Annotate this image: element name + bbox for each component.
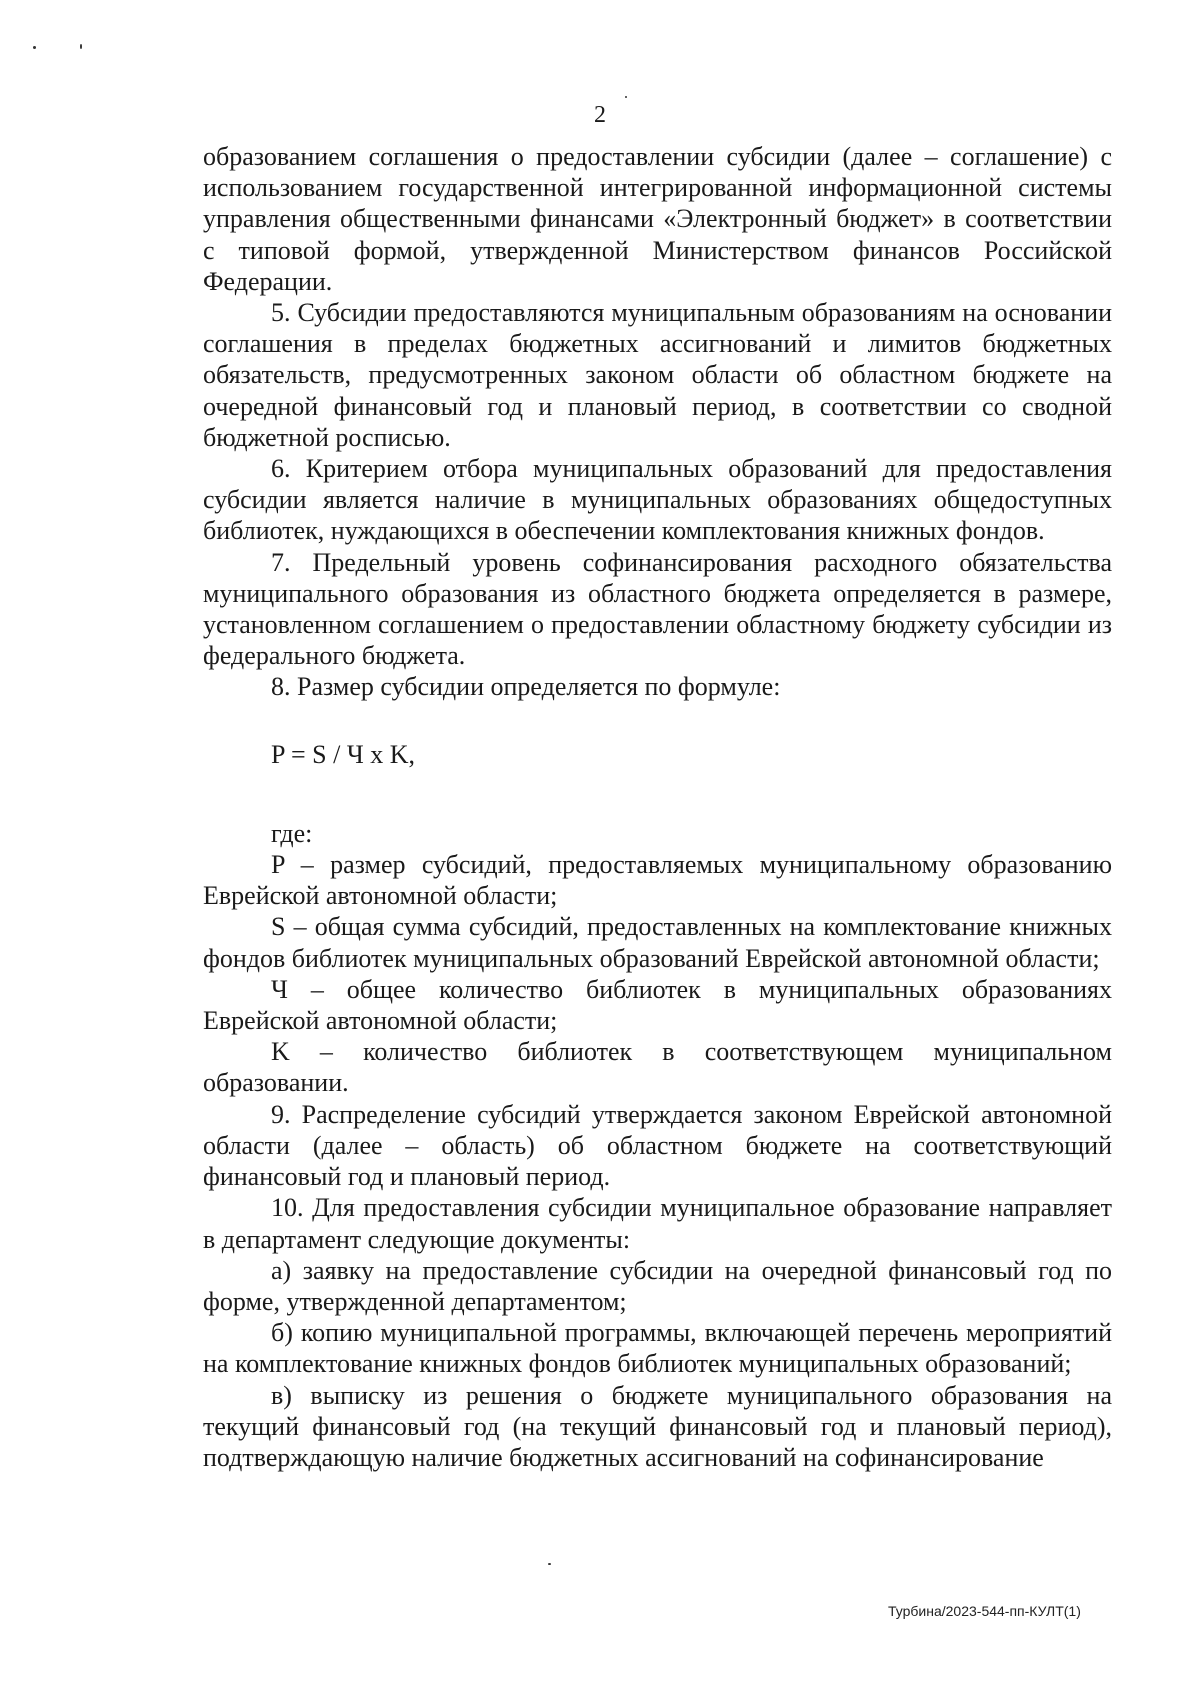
paragraph-8: 8. Размер субсидии определяется по формуле: xyxy=(271,672,781,702)
paragraph-10: 10. Для предоставления субсидии муниципальное образование направляет в департамент следующие документы: xyxy=(203,1193,1112,1254)
formula: P = S / Ч x K, xyxy=(271,739,416,769)
paragraph-5: 5. Субсидии предоставляются муниципальным образованиям на основании соглашения в пределах бюджетных ассигнований и лимитов бюджетных обязательств, предусмотренных законом области об областном бюджете на очередной финансовый год и плановый период, в соответствии со сводной бюджетной росписью. xyxy=(203,298,1112,452)
paragraph-7: 7. Предельный уровень софинансирования расходного обязательства муниципального образования из областного бюджета определяется в размере, установленном соглашением о предоставлении областному бюджету субсидии из федерального бюджета. xyxy=(203,547,1112,671)
scan-speck xyxy=(80,44,82,49)
scan-speck xyxy=(625,96,627,98)
formula-where: где: xyxy=(271,818,313,848)
scan-speck xyxy=(33,46,36,49)
definition-k: K – количество библиотек в соответствующем муниципальном образовании. xyxy=(203,1037,1112,1098)
definition-s: S – общая сумма субсидий, предоставленных на комплектование книжных фондов библиотек муниципальных образований Еврейской автономной области; xyxy=(203,912,1112,973)
paragraph-10-b: б) копию муниципальной программы, включающей перечень мероприятий на комплектование книжных фондов библиотек муниципальных образований; xyxy=(203,1318,1112,1379)
document-body xyxy=(203,141,1112,1473)
paragraph-intro: образованием соглашения о предоставлении субсидии (далее – соглашение) с использованием государственной интегрированной информационной системы управления общественными финансами «Электронный бюджет» в соответствии с типовой формой, утвержденной Министерством финансов Российской Федерации. xyxy=(203,142,1112,296)
scan-speck xyxy=(548,1563,551,1565)
definition-p: P – размер субсидий, предоставляемых муниципальному образованию Еврейской автономной области; xyxy=(203,850,1112,911)
paragraph-6: 6. Критерием отбора муниципальных образований для предоставления субсидии является наличие в муниципальных образованиях общедоступных библиотек, нуждающихся в обеспечении комплектования книжных фондов. xyxy=(203,454,1112,546)
paragraph-9: 9. Распределение субсидий утверждается законом Еврейской автономной области (далее – область) об областном бюджете на соответствующий финансовый год и плановый период. xyxy=(203,1099,1112,1192)
document-footer-code: Турбина/2023-544-пп-КУЛТ(1) xyxy=(888,1603,1081,1619)
paragraph-10-a: а) заявку на предоставление субсидии на очередной финансовый год по форме, утвержденной департаментом; xyxy=(203,1255,1112,1316)
page-number: 2 xyxy=(594,102,606,128)
paragraph-10-v: в) выписку из решения о бюджете муниципального образования на текущий финансовый год (на текущий финансовый год и плановый период), подтверждающую наличие бюджетных ассигнований на софинансирование xyxy=(203,1380,1112,1472)
definition-ch: Ч – общее количество библиотек в муниципальных образованиях Еврейской автономной области; xyxy=(203,974,1112,1036)
